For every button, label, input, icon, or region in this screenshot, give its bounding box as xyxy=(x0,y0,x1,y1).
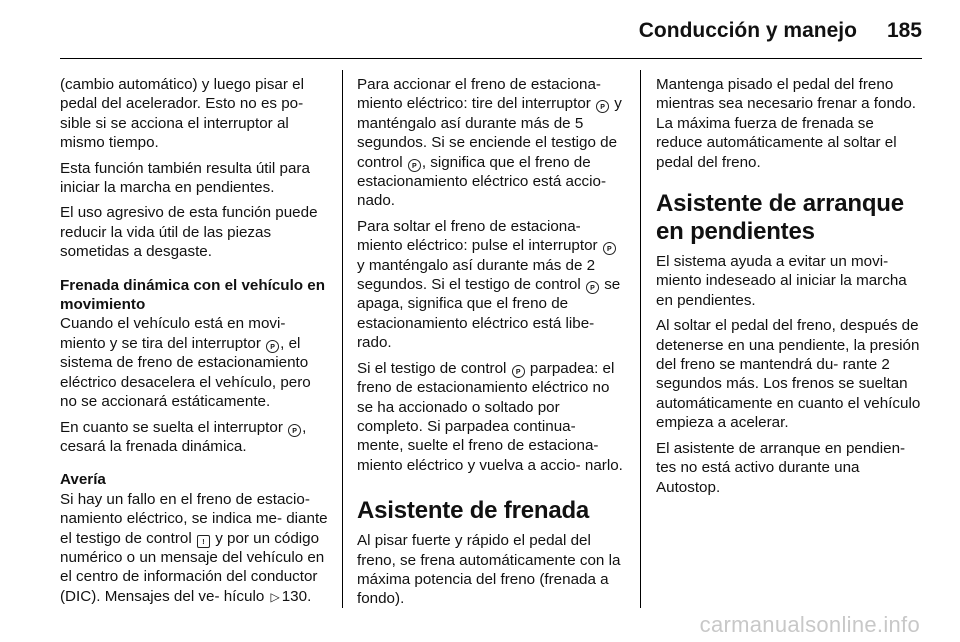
paragraph: Al pisar fuerte y rápido el pedal del freno, se frena automáticamente con la máxima potencia del freno (frenada a fondo). xyxy=(357,532,621,608)
column-1 xyxy=(60,75,328,613)
subheading-dynamic-braking: Frenada dinámica con el vehículo en movimiento xyxy=(60,276,326,314)
text-run: y por un código numérico o un mensaje del vehículo en el centro de información del conductor (DIC). Mensajes del ve- hículo xyxy=(60,529,325,605)
column-divider xyxy=(342,70,343,608)
text-run: y manténgalo así durante más de 2 segundos. Si el testigo de control xyxy=(357,256,596,294)
page-header xyxy=(60,14,922,48)
brake-warning-icon: ! xyxy=(197,535,210,548)
paragraph xyxy=(60,418,328,457)
paragraph xyxy=(357,359,625,475)
reference-arrow-icon: ▷ xyxy=(270,589,280,604)
text-run: se apaga, significa que el freno de estacionamiento eléctrico está libe- rado. xyxy=(357,276,621,352)
paragraph: El sistema ayuda a evitar un movi- miento indeseado al iniciar la marcha en pendientes. xyxy=(656,253,907,309)
column-divider xyxy=(640,70,641,608)
parking-brake-switch-icon: P xyxy=(266,340,279,353)
text-run: , el sistema de freno de estacionamiento eléctrico desacelera el vehículo, pero no se accionará estáticamente. xyxy=(60,334,311,411)
text-run: Para accionar el freno de estaciona- miento eléctrico: tire del interruptor xyxy=(357,76,601,113)
column-3 xyxy=(656,75,924,503)
text-run: En cuanto se suelta el interruptor xyxy=(60,418,283,436)
text-run: Cuando el vehículo está en movi- miento y se tira del interruptor xyxy=(60,315,286,352)
subheading-fault: Avería xyxy=(60,471,106,489)
text-run: y manténgalo así durante más de 5 segundos. Si se enciende el testigo de control xyxy=(357,95,622,171)
parking-brake-switch-icon: P xyxy=(586,281,599,294)
paragraph xyxy=(357,217,625,353)
heading-hill-start-assist: Asistente de arranque en pendientes xyxy=(656,190,904,246)
paragraph: El asistente de arranque en pendien- tes no está activo durante una Autostop. xyxy=(656,439,906,496)
parking-brake-switch-icon: P xyxy=(408,159,421,172)
paragraph: El uso agresivo de esta función puede reducir la vida útil de las piezas sometidas a desgaste. xyxy=(60,204,318,261)
text-run: , significa que el freno de estacionamiento eléctrico está accio- nado. xyxy=(357,153,607,210)
paragraph: (cambio automático) y luego pisar el pedal del acelerador. Esto no es po- sible si se acciona el interruptor al mismo tiempo. xyxy=(60,76,304,152)
page-number: 185 xyxy=(886,19,922,42)
paragraph: Esta función también resulta útil para iniciar la marcha en pendientes. xyxy=(60,159,310,197)
paragraph xyxy=(60,490,328,607)
parking-brake-switch-icon: P xyxy=(512,365,525,378)
text-run: Si el testigo de control xyxy=(357,359,507,377)
parking-brake-switch-icon: P xyxy=(288,424,301,437)
text-run: , cesará la frenada dinámica. xyxy=(60,418,307,455)
paragraph xyxy=(357,75,625,211)
column-2 xyxy=(357,75,625,615)
text-run: 130. xyxy=(281,587,312,605)
section-title: Conducción y manejo xyxy=(638,19,857,42)
heading-brake-assist: Asistente de frenada xyxy=(357,497,590,525)
header-divider xyxy=(60,58,922,59)
paragraph: Al soltar el pedal del freno, después de detenerse en una pendiente, la presión del freno se mantendrá du- rante 2 segundos más. Los frenos se sueltan automáticamente en cuanto el vehículo empieza a acelerar. xyxy=(656,317,921,432)
parking-brake-switch-icon: P xyxy=(596,100,609,113)
text-run: Si hay un fallo en el freno de estacio- namiento eléctrico, se indica me- diante el testigo de control xyxy=(60,490,328,547)
text-run: Para soltar el freno de estaciona- miento eléctrico: pulse el interruptor xyxy=(357,217,598,255)
watermark: carmanualsonline.info xyxy=(699,612,920,637)
text-run: parpadea: el freno de estacionamiento eléctrico no se ha accionado o soltado por completo. Si parpadea continua- mente, suelte el freno de estaciona- miento eléctrico y vuelva a accio- narlo. xyxy=(357,359,623,474)
paragraph: Mantenga pisado el pedal del freno mientras sea necesario frenar a fondo. La máxima fuerza de frenada se reduce automáticamente al soltar el pedal del freno. xyxy=(656,76,917,171)
parking-brake-switch-icon: P xyxy=(603,242,616,255)
paragraph xyxy=(60,314,328,411)
